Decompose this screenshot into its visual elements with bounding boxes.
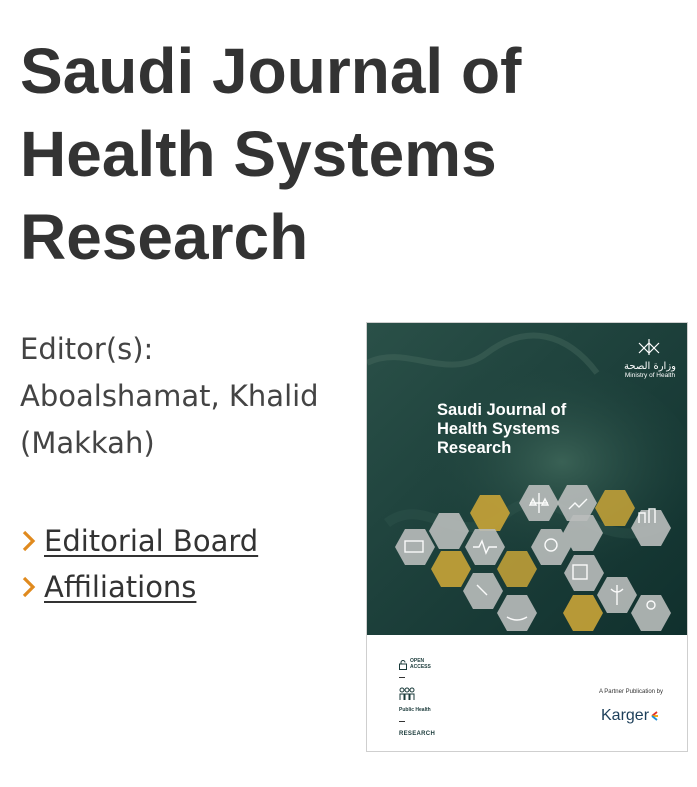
karger-wordmark: Karger [601, 707, 650, 724]
karger-logo [601, 707, 663, 725]
editors-heading: Editor(s): [20, 332, 154, 366]
editor-location: (Makkah) [20, 426, 155, 460]
editors-block [20, 326, 350, 467]
karger-mark-icon [651, 710, 663, 722]
research-label: RESEARCH [399, 731, 436, 737]
public-health-label: Public Health [399, 707, 431, 713]
cover-bottom-panel [367, 635, 687, 751]
open-lock-icon [399, 660, 407, 670]
journal-title-line: Health Systems [20, 118, 497, 190]
chevron-right-icon [20, 529, 38, 553]
journal-title-line: Research [20, 201, 309, 273]
cover-title-line: Health Systems [437, 420, 560, 438]
divider [399, 721, 405, 722]
journal-title-line: Saudi Journal of [20, 35, 522, 107]
open-access-badge [399, 659, 432, 670]
divider [399, 677, 405, 678]
partner-publication-label: A Partner Publication by [598, 689, 663, 695]
journal-title [20, 30, 680, 279]
chevron-right-icon [20, 575, 38, 599]
affiliations-link[interactable]: Affiliations [44, 570, 197, 604]
editor-name: Aboalshamat, Khalid [20, 379, 319, 413]
ministry-logo [617, 361, 683, 380]
public-health-icon [399, 687, 415, 701]
affiliations-link-row[interactable] [20, 564, 258, 610]
editorial-board-link-row[interactable] [20, 518, 258, 564]
cover-title-line: Saudi Journal of [437, 401, 567, 419]
editorial-board-link[interactable]: Editorial Board [44, 524, 259, 558]
cover-title-line: Research [437, 439, 512, 457]
journal-cover-image[interactable] [366, 322, 688, 752]
open-access-label: OPEN ACCESS [410, 658, 431, 670]
journal-links [20, 518, 258, 610]
ministry-arabic-name: وزارة الصحة [624, 361, 676, 372]
ministry-english-name: Ministry of Health [624, 372, 676, 379]
cover-title [437, 401, 637, 458]
